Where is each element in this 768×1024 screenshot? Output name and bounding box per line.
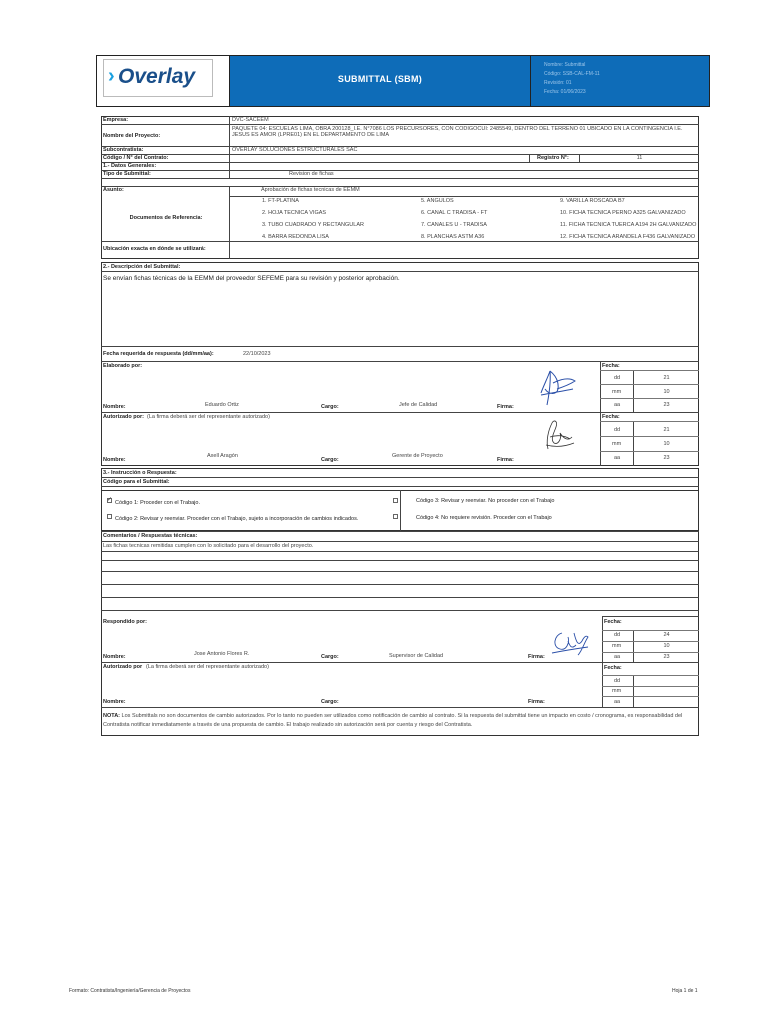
autorizado2-note: (La firma deberá ser del representante autorizado) [146, 664, 269, 670]
autorizado2-label: Autorizado por [103, 664, 143, 670]
autorizado1-aa-label: aa [614, 455, 621, 461]
doc-item: 9. VARILLA ROSCADA B7 [560, 198, 625, 204]
elaborado-mm: 10 [663, 389, 670, 395]
autorizado1-firma-label: Firma: [497, 457, 514, 463]
autorizado1-dd-label: dd [614, 427, 621, 433]
respondido-dd-label: dd [614, 632, 621, 638]
elaborado-nombre-label: Nombre: [103, 404, 126, 410]
autorizado1-aa: 23 [663, 455, 670, 461]
autorizado2-aa-label: aa [614, 699, 621, 705]
empresa-label: Empresa: [103, 117, 129, 123]
doc-item: 2. HOJA TECNICA VIGAS [262, 210, 327, 216]
logo-chevron-icon: › [108, 65, 115, 87]
elaborado-mm-label: mm [612, 389, 622, 395]
elaborado-dd-label: dd [614, 375, 621, 381]
ubicacion-label: Ubicación exacta en dónde se utilizará: [103, 246, 206, 252]
codigo1-label: Código 1: Proceder con el Trabajo. [115, 500, 200, 506]
subcontratista-label: Subcontratista: [103, 147, 144, 153]
autorizado1-mm-label: mm [612, 441, 622, 447]
codigo3-checkbox[interactable] [393, 498, 398, 503]
signature-elaborado [535, 365, 580, 410]
tipo-value: Revision de fichas [289, 171, 334, 177]
codigo-label: Código para el Submittal: [103, 479, 170, 485]
proyecto-value: PAQUETE 04: ESCUELAS LIMA, OBRA 200128_I.E. N°7086 LOS PRECURSORES, CON CODIGOCUI: 2485549, DENTRO DEL TERRENO 01 UBICADO EN LA CONTINGENCIA I.E. JESUS ES AMOR (LPRE01) EN EL DEPARTAMENTO DE LIMA [232, 126, 683, 139]
header-meta-1: Nombre: Submittal [544, 62, 586, 68]
respondido-aa-label: aa [614, 654, 621, 660]
subcontratista-value: OVERLAY SOLUCIONES ESTRUCTURALES SAC [232, 147, 358, 153]
header-meta-2: Código: SSB-CAL-FM-11 [544, 71, 600, 77]
autorizado1-fecha-label: Fecha: [602, 414, 620, 420]
autorizado1-cargo: Gerente de Proyecto [392, 453, 443, 459]
respondido-cargo: Supervisor de Calidad [389, 653, 444, 659]
doc-item: 10. FICHA TECNICA PERNO A325 GALVANIZADO [560, 210, 686, 216]
elaborado-fecha-label: Fecha: [602, 363, 620, 369]
registro-label: Registro N°: [537, 155, 569, 161]
nota [103, 712, 695, 731]
footer-right: Hoja 1 de 1 [672, 988, 698, 994]
header-title: SUBMITTAL (SBM) [337, 74, 423, 84]
comentario-text: Las fichas tecnicas remitidas cumplen con lo solicitado para el desarrollo del proyecto. [103, 543, 314, 549]
fecha-requerida-label: Fecha requerida de respuesta (dd/mm/aa): [103, 351, 214, 357]
autorizado2-nombre-label: Nombre: [103, 699, 126, 705]
autorizado2-mm-label: mm [612, 688, 622, 694]
doc-item: 6. CANAL C TRADISA - FT [421, 210, 488, 216]
doc-item: 7. CANALES U - TRADISA [421, 222, 487, 228]
elaborado-label: Elaborado por: [103, 363, 143, 369]
fecha-requerida-value: 22/10/2023 [243, 351, 271, 357]
codigo2-label: Código 2: Revisar y reenviar. Proceder con el Trabajo, sujeto a incorporación de cambios indicados. [115, 516, 359, 522]
respondido-cargo-label: Cargo: [321, 654, 339, 660]
autorizado2-firma-label: Firma: [528, 699, 545, 705]
autorizado1-dd: 21 [663, 427, 670, 433]
codigo4-checkbox[interactable] [393, 514, 398, 519]
signature-autorizado [540, 413, 580, 453]
elaborado-cargo: Jefe de Calidad [399, 402, 438, 408]
contrato-label: Código / N° del Contrato: [103, 155, 169, 161]
respondido-nombre-label: Nombre: [103, 654, 126, 660]
doc-item: 3. TUBO CUADRADO Y RECTANGULAR [262, 222, 364, 228]
respondido-mm-label: mm [612, 643, 622, 649]
descripcion-label: 2.- Descripción del Submittal: [103, 264, 181, 270]
autorizado2-cargo-label: Cargo: [321, 699, 339, 705]
header-meta-3: Revisión: 01 [544, 80, 572, 86]
codigo1-checkbox[interactable] [107, 498, 112, 503]
logo-text: Overlay [118, 65, 196, 88]
respondido-dd: 24 [663, 632, 670, 638]
autorizado1-cargo-label: Cargo: [321, 457, 339, 463]
asunto-value: Aprobación de fichas tecnicas de EEMM [261, 187, 360, 193]
doc-item: 11. FICHA TECNICA TUERCA A194 2H GALVANIZADO [560, 222, 697, 228]
autorizado2-dd-label: dd [614, 678, 621, 684]
signature-respondido [548, 627, 593, 659]
respondido-fecha-label: Fecha: [604, 619, 622, 625]
doc-item: 4. BARRA REDONDA LISA [262, 234, 329, 240]
autorizado1-nombre-label: Nombre: [103, 457, 126, 463]
nota-text: Los Submittals no son documentos de cambio autorizados. Por lo tanto no pueden ser utilizados como notificación de cambio al contrato. Si la respuesta del submittal tiene un impacto en costo / cronograma, es responsabilidad del Contratista notificar inmediatamente a través de una propuesta de cambio. El trabajo realizado sin autorización será por cuenta y riesgo del Contratista. [103, 713, 683, 729]
empresa-value: DVC-SACEEM [232, 117, 269, 123]
proyecto-label: Nombre del Proyecto: [103, 133, 161, 139]
codigo3-label: Código 3: Revisar y reenviar. No proceder con el Trabajo [416, 498, 555, 504]
autorizado1-label: Autorizado por: [103, 414, 144, 420]
header-meta-4: Fecha: 01/06/2023 [544, 89, 586, 95]
autorizado2-fecha-label: Fecha: [604, 665, 622, 671]
nota-label: NOTA: [103, 713, 121, 719]
elaborado-nombre: Eduardo Ortiz [205, 402, 239, 408]
logo-box [103, 59, 213, 97]
respondido-nombre: Jose Antonio Flores R. [194, 651, 250, 657]
autorizado1-mm: 10 [663, 441, 670, 447]
elaborado-aa: 23 [663, 402, 670, 408]
comentarios-label: Comentarios / Respuestas técnicas: [103, 533, 198, 539]
registro-value: 11 [636, 155, 643, 161]
doc-item: 1. FT-PLATINA [262, 198, 299, 204]
descripcion-text: Se envían fichas técnicas de la EEMM del proveedor SEFEME para su revisión y posterior aprobación. [103, 275, 400, 282]
respondido-label: Respondido por: [103, 619, 147, 625]
respondido-mm: 10 [663, 643, 670, 649]
elaborado-cargo-label: Cargo: [321, 404, 339, 410]
instruccion-label: 3.- Instrucción o Respuesta: [103, 470, 177, 476]
elaborado-aa-label: aa [614, 402, 621, 408]
autorizado1-note: (La firma deberá ser del representante autorizado) [147, 414, 270, 420]
asunto-label: Asunto: [103, 187, 124, 193]
respondido-aa: 23 [663, 654, 670, 660]
documentos-label: Documentos de Referencia: [129, 215, 203, 221]
footer-left: Formato: Contratista/Ingeniería/Gerencia de Proyectos [69, 988, 191, 994]
elaborado-firma-label: Firma: [497, 404, 514, 410]
doc-item: 5. ANGULOS [421, 198, 454, 204]
codigo4-label: Código 4: No requiere revisión. Proceder con el Trabajo [416, 515, 552, 521]
respondido-firma-label: Firma: [528, 654, 545, 660]
tipo-label: Tipo de Submittal: [103, 171, 151, 177]
elaborado-dd: 21 [663, 375, 670, 381]
autorizado1-nombre: Axell Aragón [207, 453, 238, 459]
doc-item: 12. FICHA TECNICA ARANDELA F436 GALVANIZADO [560, 234, 696, 240]
doc-item: 8. PLANCHAS ASTM A36 [421, 234, 485, 240]
codigo2-checkbox[interactable] [107, 514, 112, 519]
datos-generales-label: 1.- Datos Generales: [103, 163, 157, 169]
